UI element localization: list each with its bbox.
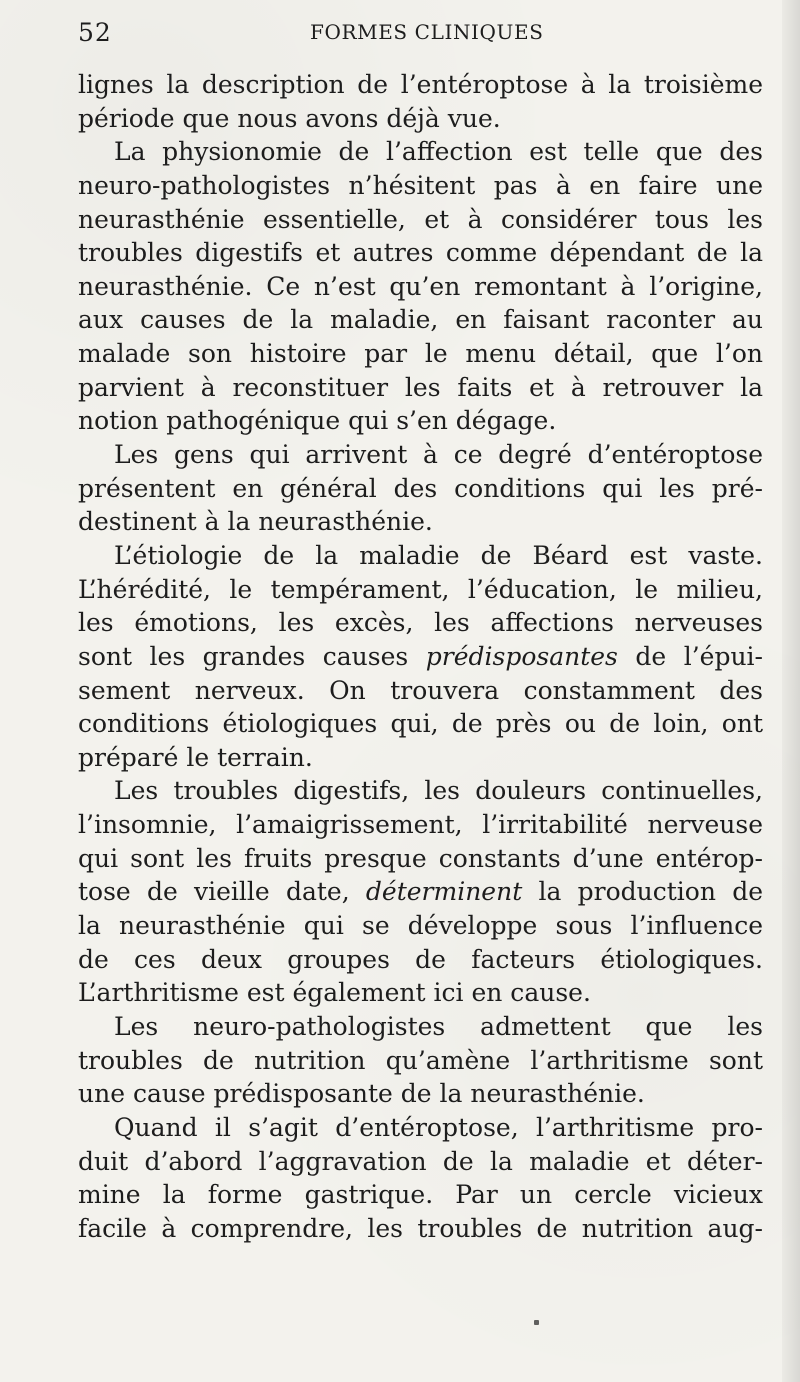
text-line-21: préparé le terrain. (78, 742, 313, 772)
page-edge-shadow (782, 0, 800, 1382)
text-line-23: l’insomnie, l’amaigrissement, l’irritabilité nerveuse (78, 810, 763, 840)
text-line-5: neurasthénie essentielle, et à considérer tous les (78, 204, 763, 234)
text-line-4: neuro-pathologistes n’hésitent pas à en faire une (78, 170, 763, 200)
text-line-25 (78, 875, 763, 909)
text-line-16: L’hérédité, le tempérament, l’éducation, le milieu, (78, 574, 763, 604)
printer-mark (534, 1320, 539, 1325)
text-line-11: notion pathogénique qui s’en dégage. (78, 406, 557, 436)
text-line-12: Les gens qui arrivent à ce degré d’entéroptose (114, 440, 763, 470)
text-line-2: période que nous avons déjà vue. (78, 103, 501, 133)
text-line-24: qui sont les fruits presque constants d’une entérop- (78, 843, 763, 873)
text-line-9: malade son histoire par le menu détail, que l’on (78, 339, 763, 369)
running-head: FORMES CLINIQUES (310, 20, 544, 44)
emphasized-word-predisposantes: prédisposantes (425, 641, 618, 671)
text-line-25-after-italic: la production de (522, 877, 763, 907)
text-line-8: aux causes de la maladie, en faisant raconter au (78, 305, 763, 335)
text-line-20: conditions étiologiques qui, de près ou de loin, ont (78, 709, 763, 739)
text-line-18-after-italic: de l’épui- (617, 641, 763, 671)
text-line-3: La physionomie de l’affection est telle que des (114, 137, 763, 167)
text-line-13: présentent en général des conditions qui les pré- (78, 473, 763, 503)
text-line-29: Les neuro-pathologistes admettent que les (114, 1011, 763, 1041)
text-line-27: de ces deux groupes de facteurs étiologiques. (78, 944, 763, 974)
text-line-6: troubles digestifs et autres comme dépendant de la (78, 238, 763, 268)
text-line-15: L’étiologie de la maladie de Béard est vaste. (114, 540, 763, 570)
text-line-28: L’arthritisme est également ici en cause. (78, 978, 591, 1008)
page-number: 52 (78, 18, 112, 47)
text-line-31: une cause prédisposante de la neurasthénie. (78, 1079, 645, 1109)
text-line-10: parvient à reconstituer les faits et à retrouver la (78, 372, 763, 402)
text-line-25-before-italic: tose de vieille date, (78, 877, 366, 907)
emphasized-word-determinent: déterminent (365, 877, 523, 907)
text-line-30: troubles de nutrition qu’amène l’arthritisme sont (78, 1045, 763, 1075)
text-line-17: les émotions, les excès, les affections nerveuses (78, 608, 763, 638)
text-line-34: mine la forme gastrique. Par un cercle vicieux (78, 1180, 763, 1210)
text-line-14: destinent à la neurasthénie. (78, 507, 433, 537)
text-line-33: duit d’abord l’aggravation de la maladie et déter- (78, 1146, 763, 1176)
text-line-19: sement nerveux. On trouvera constamment des (78, 675, 763, 705)
text-line-18 (78, 640, 763, 674)
page-header (78, 18, 728, 54)
main-text (78, 68, 763, 1245)
text-line-1: lignes la description de l’entéroptose à la troisième (78, 70, 763, 99)
text-line-18-before-italic: sont les grandes causes (78, 641, 426, 671)
text-line-7: neurasthénie. Ce n’est qu’en remontant à l’origine, (78, 271, 763, 301)
text-line-22: Les troubles digestifs, les douleurs continuelles, (114, 776, 763, 806)
text-line-26: la neurasthénie qui se développe sous l’influence (78, 911, 763, 941)
text-line-35: facile à comprendre, les troubles de nutrition aug- (78, 1213, 763, 1243)
text-line-32: Quand il s’agit d’entéroptose, l’arthritisme pro- (114, 1112, 763, 1142)
